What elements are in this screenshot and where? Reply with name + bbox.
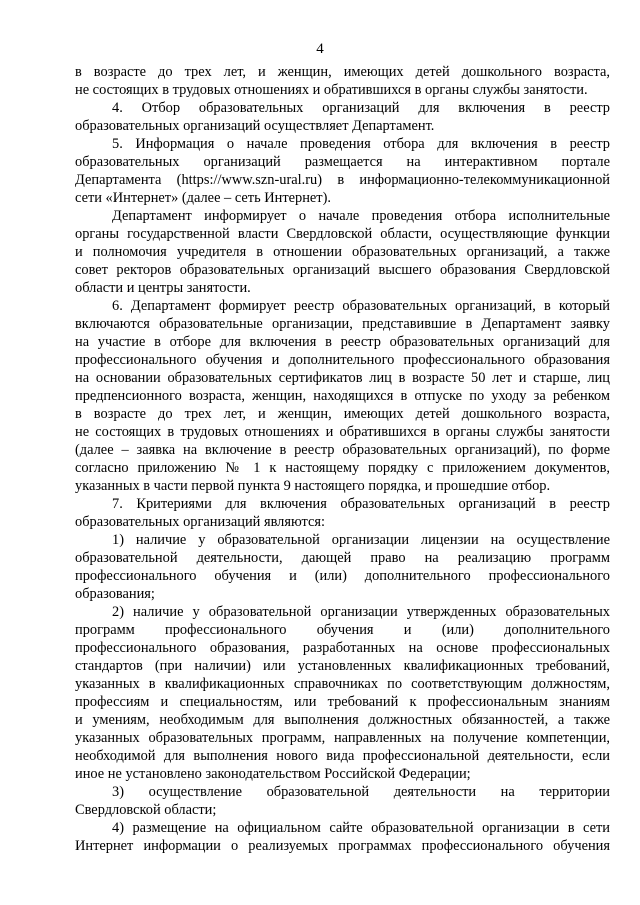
text-line: не состоящих в трудовых отношениях и обратившихся в органы службы занятости bbox=[75, 424, 610, 440]
text-line: указанных в части первой пункта 9 настоящего порядка, и прошедшие отбор. bbox=[75, 478, 551, 494]
text-line: 4. Отбор образовательных организаций для включения в реестр bbox=[112, 100, 610, 116]
text-line: области и центры занятости. bbox=[75, 280, 251, 296]
text-line: образовательных организаций размещается на интерактивном портале bbox=[75, 154, 610, 170]
text-line: на участие в отборе для включения в реестр образовательных организаций для bbox=[75, 334, 610, 350]
text-line: указанных в квалификационных справочниках по соответствующим должностям, bbox=[75, 676, 610, 692]
text-line: сети «Интернет» (далее – сеть Интернет). bbox=[75, 190, 331, 206]
text-line: образовательных организаций являются: bbox=[75, 514, 326, 530]
text-line: в возрасте до трех лет, и женщин, имеющих детей дошкольного возраста, bbox=[75, 406, 610, 422]
text-line: в возрасте до трех лет, и женщин, имеющих детей дошкольного возраста, bbox=[75, 64, 610, 80]
text-line: не состоящих в трудовых отношениях и обратившихся в органы службы занятости. bbox=[75, 82, 588, 98]
text-line: Департамент информирует о начале проведения отбора исполнительные bbox=[112, 208, 610, 224]
document-body bbox=[75, 63, 610, 855]
text-line: образования; bbox=[75, 586, 155, 602]
text-line: 2) наличие у образовательной организации утвержденных образовательных bbox=[112, 604, 610, 620]
text-line: на основании образовательных сертификатов лиц в возрасте 50 лет и старше, лиц bbox=[75, 370, 610, 386]
text-line: стандартов (при наличии) или установленных квалификационных требований, bbox=[75, 658, 610, 674]
text-line: совет ректоров образовательных организаций высшего образования Свердловской bbox=[75, 262, 610, 278]
text-line: иное не установлено законодательством Российской Федерации; bbox=[75, 766, 471, 782]
text-line: 1) наличие у образовательной организации лицензии на осуществление bbox=[112, 532, 610, 548]
text-line: 6. Департамент формирует реестр образовательных организаций, в который bbox=[112, 298, 610, 314]
text-line: необходимой для выполнения нового вида профессиональной деятельности, если bbox=[75, 748, 610, 764]
text-line: профессионального обучения и дополнительного профессионального образования bbox=[75, 352, 610, 368]
text-line: 3) осуществление образовательной деятельности на территории bbox=[112, 784, 610, 800]
text-line: указанных образовательных программ, направленных на получение компетенции, bbox=[75, 730, 610, 746]
text-line: программ профессионального обучения и (или) дополнительного bbox=[75, 622, 610, 638]
page-number: 4 bbox=[316, 41, 324, 57]
text-line: включаются образовательные организации, представившие в Департамент заявку bbox=[75, 316, 610, 332]
text-line: образовательных организаций осуществляет Департамент. bbox=[75, 118, 435, 134]
text-line: профессионального обучения и (или) дополнительного профессионального bbox=[75, 568, 610, 584]
text-line: 7. Критериями для включения образовательных организаций в реестр bbox=[112, 496, 610, 512]
text-line: предпенсионного возраста, женщин, находящихся в отпуске по уходу за ребенком bbox=[75, 388, 610, 404]
text-line: Интернет информации о реализуемых программах профессионального обучения bbox=[75, 838, 610, 854]
text-line: 5. Информация о начале проведения отбора для включения в реестр bbox=[112, 136, 610, 152]
text-line: образовательной деятельности, дающей право на реализацию программ bbox=[75, 550, 610, 566]
text-line: органы государственной власти Свердловской области, осуществляющие функции bbox=[75, 226, 610, 242]
text-line: согласно приложению № 1 к настоящему порядку с приложением документов, bbox=[75, 460, 610, 476]
text-line: и умениям, необходимым для выполнения должностных обязанностей, а также bbox=[75, 712, 610, 728]
text-line: профессиям и специальностям, или требований к профессиональным знаниям bbox=[75, 694, 610, 710]
text-line: и полномочия учредителя в отношении образовательных организаций, а также bbox=[75, 244, 610, 260]
text-line: профессионального образования, разработанных на основе профессиональных bbox=[75, 640, 610, 656]
text-line: (далее – заявка на включение в реестр образовательных организаций), по форме bbox=[75, 442, 610, 458]
text-line: 4) размещение на официальном сайте образовательной организации в сети bbox=[112, 820, 610, 836]
text-line: Департамента (https://www.szn-ural.ru) в информационно-телекоммуникационной bbox=[75, 172, 610, 188]
text-line: Свердловской области; bbox=[75, 802, 217, 818]
